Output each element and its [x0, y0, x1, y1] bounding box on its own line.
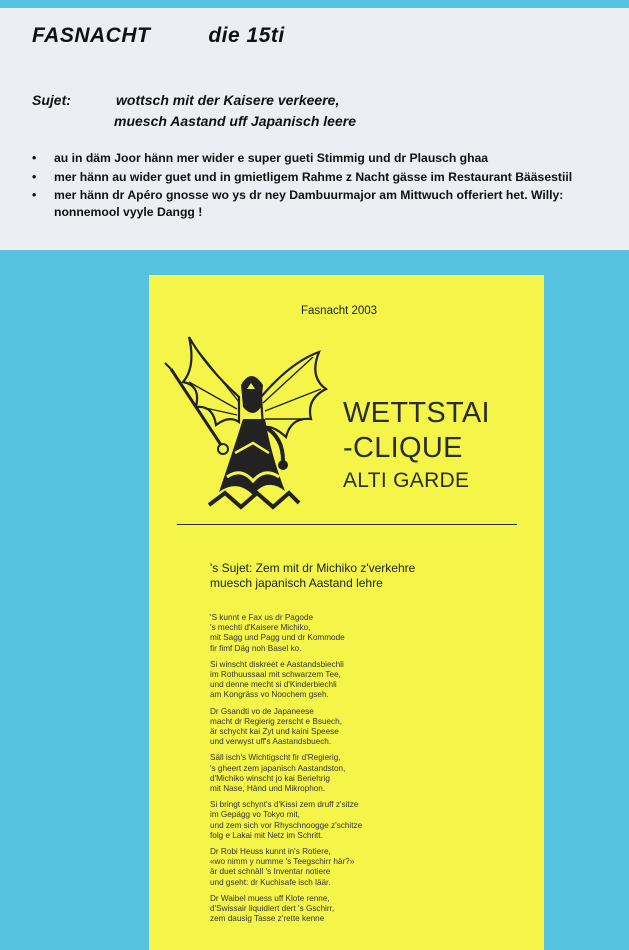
poem-line: im Gepägg vo Tokyo mit,	[210, 810, 300, 820]
bullet-list	[32, 150, 622, 222]
flyer-sujet-line: 's Sujet: Zem mit dr Michiko z'verkehre	[210, 561, 416, 575]
poem-line: im Rothuussaal mit schwarzem Tee,	[210, 670, 341, 680]
poem-line: är schycht kai Zyt und kaini Speese	[210, 727, 339, 737]
poem-line: und verwyst uff's Aastandsbuech.	[210, 737, 332, 747]
clique-line: WETTSTAI	[343, 397, 490, 429]
poem-line: «wo nimm y numme 's Teegschirr här?»	[210, 857, 355, 867]
newsletter-header	[0, 8, 629, 250]
poem-line: d'Michiko winscht jo kai Beriehrig	[210, 773, 330, 783]
poem-line: d'Swissair liquidiert dert 's Gschirr,	[210, 904, 335, 914]
poem-line: zem dausig Tasse z'rette kenne	[210, 914, 325, 924]
bullet-text: mer hänn dr Apéro gnosse wo ys dr ney Dambuurmajor am Mittwuch offeriert het. Willy: nonnemool vyyle Dangg !	[54, 188, 564, 219]
bullet-icon: •	[32, 188, 37, 202]
title-edition: die 15ti	[208, 24, 285, 47]
poem-line: 's mechti d'Kaisere Michiko,	[210, 623, 311, 633]
poem-stanza	[210, 753, 530, 794]
poem-line: är duet schnäll 's Inventar notiere	[210, 867, 331, 877]
divider	[177, 524, 517, 525]
sujet-line: muesch Aastand uff Japanisch leere	[114, 113, 356, 129]
poem-line: am Kongräss vo Noochem gseh.	[210, 690, 329, 700]
poem-line: macht dr Regierig zerscht e Bsuech,	[210, 716, 342, 726]
poem-stanza	[210, 660, 530, 701]
bullet-icon: •	[32, 169, 37, 184]
top-band	[0, 0, 629, 8]
poem-line: 's gheert zem japanisch Aastandston,	[210, 763, 346, 773]
bullet-icon: •	[32, 151, 37, 165]
poem-line: mit Nase, Händ und Mikrophon.	[210, 784, 326, 794]
clique-line: -CLIQUE	[343, 432, 463, 464]
clique-line: ALTI GARDE	[343, 469, 470, 492]
poem-stanza	[210, 800, 530, 841]
poem-line: und denne mecht si d'Kinderbiechli	[210, 680, 337, 690]
list-item	[32, 187, 622, 220]
poem-line: Si winscht diskreet e Aastandsbiechli	[210, 659, 344, 669]
poem-line: und zem sich vor Rhyschnoogge z'schitze	[210, 820, 363, 830]
bullet-text: au in däm Joor hänn mer wider e super gueti Stimmig und dr Plausch ghaa	[54, 151, 489, 165]
flyer-sujet	[210, 561, 415, 591]
clique-name	[343, 397, 490, 493]
poem-line: Säll isch's Wichtigscht fir d'Regierig,	[210, 753, 341, 763]
title-fasnacht: FASNACHT	[32, 24, 151, 47]
poem-line: Dr Waibel muess uff Klote renne,	[210, 893, 330, 903]
sujet-text	[116, 90, 356, 132]
page-title	[32, 24, 285, 48]
poem-line: folg e Lakai mit Netz im Schritt.	[210, 830, 323, 840]
poem-stanza	[210, 707, 530, 748]
poem-stanza	[210, 894, 530, 925]
poem-line: und gseht: dr Kuchisafe isch läär.	[210, 877, 331, 887]
flyer-year: Fasnacht 2003	[301, 305, 378, 317]
poem-line: Si bringt schynt's d'Kissi zem druff z'sitze	[210, 800, 359, 810]
bullet-text: mer hänn au wider guet und in gmietligem Rahme z Nacht gässe im Restaurant Bääsestiil	[54, 169, 573, 184]
poem-line: Dr Robi Heuss kunnt in's Rotiere,	[210, 847, 331, 857]
list-item	[32, 150, 622, 167]
list-item	[32, 169, 622, 186]
waggis-mascot-icon	[161, 327, 331, 512]
poem	[210, 613, 530, 930]
poem-stanza	[210, 847, 530, 888]
sujet-line: wottsch mit der Kaisere verkeere,	[116, 92, 340, 108]
fasnacht-flyer	[149, 275, 544, 950]
poem-stanza	[210, 613, 530, 654]
sujet-label: Sujet:	[32, 92, 71, 108]
poem-line: Dr Gsandti vo de Japaneese	[210, 706, 314, 716]
poem-line: 'S kunnt e Fax us dr Pagode	[210, 613, 314, 622]
flyer-sujet-line: muesch japanisch Aastand lehre	[210, 576, 383, 590]
poem-line: fir fimf Däg noh Basel ko.	[210, 643, 302, 653]
poem-line: mit Sagg und Pagg und dr Kommode	[210, 633, 345, 643]
